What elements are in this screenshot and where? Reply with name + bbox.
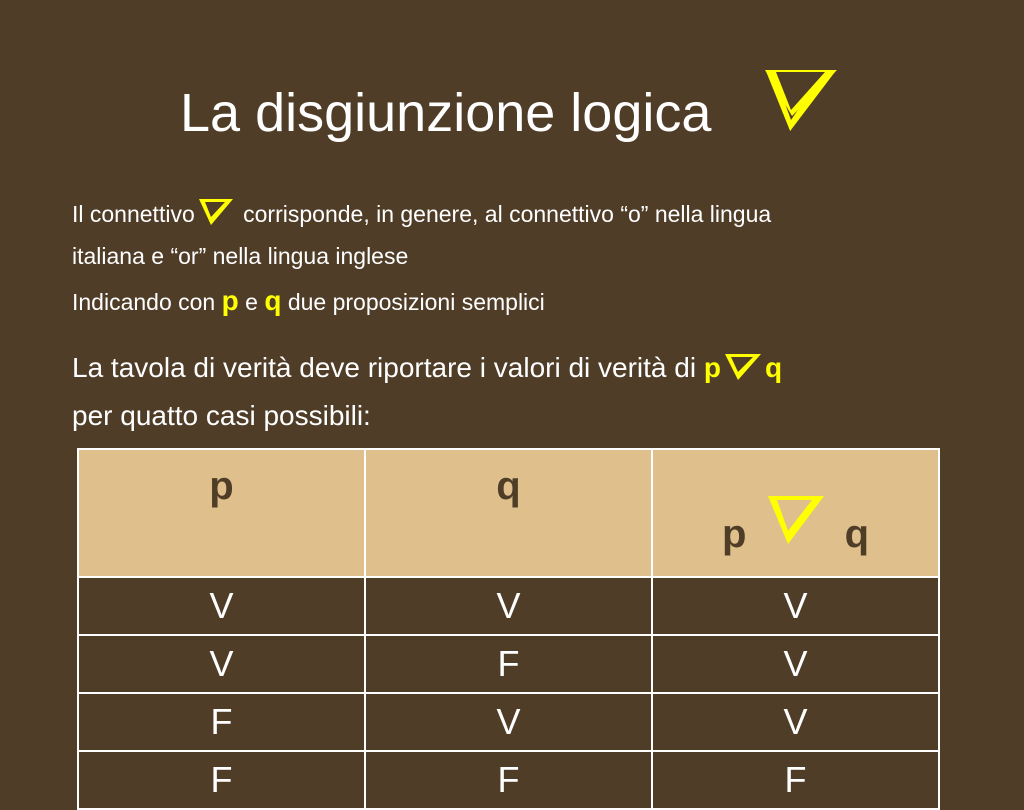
var-q: q (764, 352, 783, 383)
header-q-label: q (496, 464, 521, 508)
table-row (78, 635, 939, 693)
cell-p: V (78, 577, 365, 635)
paragraph-truth-table-intro (72, 346, 782, 438)
paragraph-connective-line1 (72, 195, 771, 237)
slide-title (180, 80, 711, 146)
header-p (78, 449, 365, 577)
header-p-label: p (209, 464, 234, 508)
slide-title-text: La disgiunzione logica (180, 83, 712, 143)
header-p-or-q (652, 449, 939, 577)
table-row (78, 693, 939, 751)
cell-p: F (78, 693, 365, 751)
cell-p-or-q: V (652, 577, 939, 635)
cell-p-or-q: F (652, 751, 939, 809)
var-p: p (221, 285, 239, 316)
text-connective-prefix: Il connettivo (72, 201, 195, 227)
cell-p-or-q: V (652, 635, 939, 693)
cell-q: V (365, 577, 652, 635)
header-pq-left: p (721, 512, 747, 556)
header-q (365, 449, 652, 577)
cell-p: F (78, 751, 365, 809)
cell-q: F (365, 751, 652, 809)
text-propositions-suffix: due proposizioni semplici (287, 289, 545, 315)
or-symbol-icon (199, 198, 233, 237)
text-conj-e: e (245, 289, 258, 315)
paragraph-propositions (72, 282, 545, 321)
paragraph-truth-table-line1 (72, 346, 782, 394)
paragraph-connective (72, 195, 771, 275)
var-q: q (264, 285, 282, 316)
cell-p-or-q: V (652, 693, 939, 751)
var-p: p (703, 352, 721, 383)
paragraph-truth-table-line2: per quatto casi possibili: (72, 400, 371, 431)
table-row (78, 577, 939, 635)
table-row (78, 751, 939, 809)
header-pq-right: q (844, 512, 870, 556)
cell-q: V (365, 693, 652, 751)
text-indicando: Indicando con (72, 289, 216, 315)
truth-table (77, 448, 940, 810)
paragraph-connective-line2: italiana e “or” nella lingua inglese (72, 243, 409, 269)
truth-table-header-row (78, 449, 939, 577)
or-symbol-icon (725, 350, 761, 394)
text-truth-intro: La tavola di verità deve riportare i valori di verità di (72, 352, 697, 383)
or-symbol-icon (768, 495, 824, 555)
cell-q: F (365, 635, 652, 693)
text-connective-rest: corrisponde, in genere, al connettivo “o” nella lingua (243, 201, 772, 227)
or-symbol-icon (765, 68, 837, 134)
cell-p: V (78, 635, 365, 693)
